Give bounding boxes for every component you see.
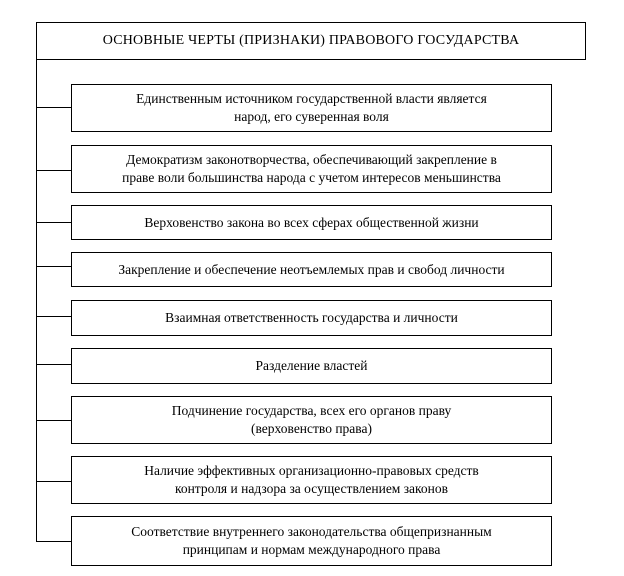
feature-text-1: Единственным источником государственной власти является народ, его суверенная воля <box>136 91 487 124</box>
vertical-connector-line <box>36 59 37 542</box>
connector-line-3 <box>36 222 71 223</box>
feature-text-9: Соответствие внутреннего законодательства общепризнанным принципам и нормам международного права <box>131 524 492 557</box>
diagram-title: ОСНОВНЫЕ ЧЕРТЫ (ПРИЗНАКИ) ПРАВОВОГО ГОСУДАРСТВА <box>102 33 520 48</box>
connector-line-6 <box>36 364 71 365</box>
feature-box-2 <box>71 145 552 193</box>
feature-box-8 <box>71 456 552 504</box>
connector-line-8 <box>36 481 71 482</box>
connector-line-5 <box>36 316 71 317</box>
feature-text-8: Наличие эффективных организационно-правовых средств контроля и надзора за осуществлением законов <box>144 463 479 496</box>
feature-box-7 <box>71 396 552 444</box>
feature-text-2: Демократизм законотворчества, обеспечивающий закрепление в праве воли большинства народа с учетом интересов меньшинства <box>122 152 501 185</box>
connector-line-1 <box>36 107 71 108</box>
feature-text-4: Закрепление и обеспечение неотъемлемых прав и свобод личности <box>118 261 505 277</box>
feature-box-9 <box>71 516 552 566</box>
connector-line-7 <box>36 420 71 421</box>
feature-box-4 <box>71 252 552 287</box>
connector-line-9 <box>36 541 71 542</box>
feature-text-7: Подчинение государства, всех его органов праву (верховенство права) <box>171 403 452 436</box>
feature-box-1 <box>71 84 552 132</box>
feature-text-6: Разделение властей <box>255 358 368 373</box>
connector-line-4 <box>36 266 71 267</box>
connector-line-2 <box>36 170 71 171</box>
feature-box-6 <box>71 348 552 384</box>
feature-box-3 <box>71 205 552 240</box>
feature-box-5 <box>71 300 552 336</box>
feature-text-3: Верховенство закона во всех сферах общественной жизни <box>144 214 479 230</box>
diagram-title-box <box>36 22 586 60</box>
feature-text-5: Взаимная ответственность государства и личности <box>165 310 458 325</box>
